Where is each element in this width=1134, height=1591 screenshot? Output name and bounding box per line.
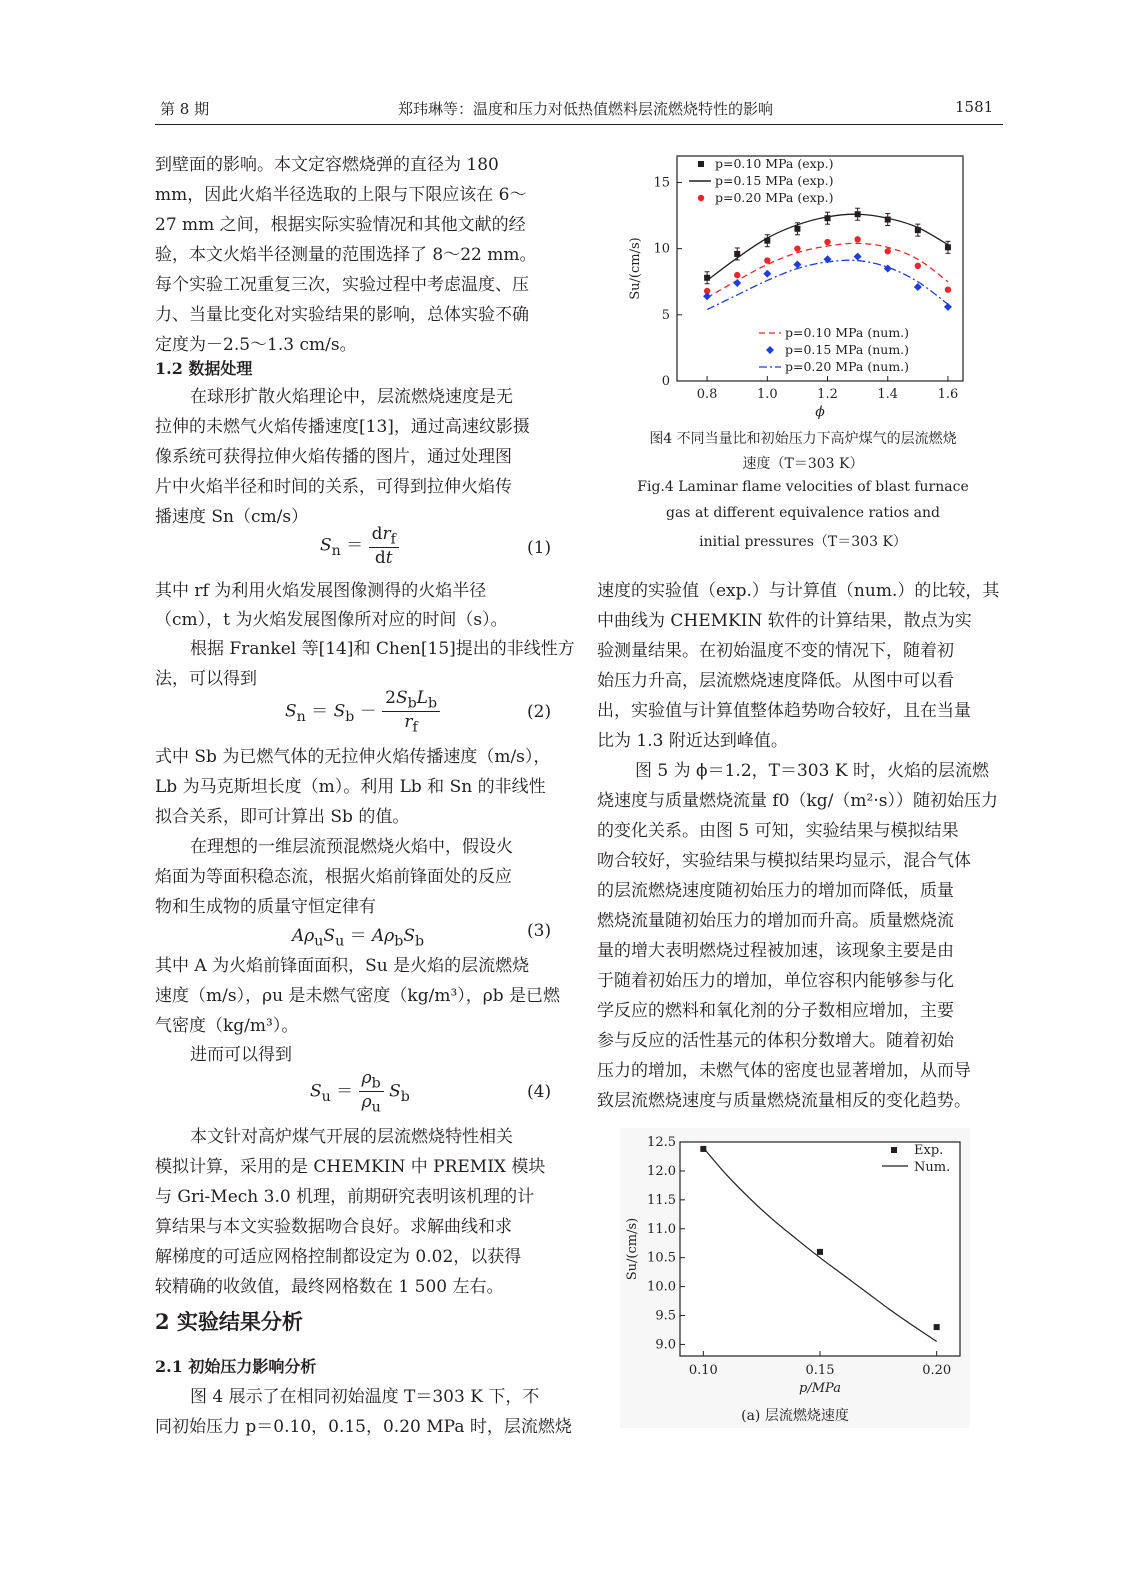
paragraph-line: 物和生成物的质量守恒定律有 (155, 897, 376, 917)
paragraph-line: 于随着初始压力的增加，单位容积内能够参与化 (597, 971, 954, 991)
equation-number: (3) (527, 921, 552, 941)
paragraph-line: 在理想的一维层流预混燃烧火焰中，假设火 (190, 837, 513, 857)
paragraph-line: 压力的增加，未燃气体的密度也显著增加，从而导 (597, 1061, 971, 1081)
paragraph-line: 吻合较好，实验结果与模拟结果均显示，混合气体 (597, 851, 971, 871)
y-tick-label: 5 (661, 307, 670, 323)
y-tick-label: 9.0 (655, 1337, 676, 1353)
figure-4-caption-en: Fig.4 Laminar flame velocities of blast furnace (637, 479, 969, 495)
legend-label: Num. (914, 1160, 951, 1175)
data-point (763, 270, 771, 278)
figure-4-chart (615, 148, 975, 423)
figure-4-caption-cn: 图4 不同当量比和初始压力下高炉煤气的层流燃烧 (649, 431, 957, 447)
paragraph-line: 图 5 为 ϕ＝1.2，T＝303 K 时，火焰的层流燃 (635, 761, 989, 781)
paragraph-line: 每个实验工况重复三次，实验过程中考虑温度、压 (155, 275, 529, 295)
paragraph-line: 验，本文火焰半径测量的范围选择了 8～22 mm。 (155, 245, 537, 265)
legend-label: p=0.15 MPa (exp.) (715, 173, 834, 188)
y-tick-label: 11.5 (647, 1192, 676, 1208)
paragraph-line: 其中 rf 为利用火焰发展图像测得的火焰半径 (155, 581, 487, 601)
section-heading: 2 实验结果分析 (155, 1309, 303, 1334)
legend-swatch (698, 161, 704, 167)
paragraph-line: 式中 Sb 为已燃气体的无拉伸火焰传播速度（m/s）， (155, 747, 551, 767)
x-tick-label: 0.20 (922, 1363, 952, 1378)
paragraph-line: 速度（m/s），ρu 是未燃气密度（kg/m³），ρb 是已燃 (155, 986, 561, 1006)
data-point (794, 245, 800, 251)
data-point (764, 257, 770, 263)
y-tick-label: 10.5 (647, 1250, 676, 1266)
equation-number: (1) (527, 538, 552, 558)
x-tick-label: 1.2 (817, 387, 838, 402)
paragraph-line: 拉伸的未燃气火焰传播速度[13]，通过高速纹影摄 (155, 417, 530, 437)
paragraph-line: 其中 A 为火焰前锋面面积，Su 是火焰的层流燃烧 (155, 956, 530, 976)
paragraph-line: 在球形扩散火焰理论中，层流燃烧速度是无 (190, 387, 513, 407)
equation-2: $S_n = S_b$ － $\frac{2S_bL_b}{r_f}$ (285, 688, 440, 736)
issue-number: 第 8 期 (160, 100, 210, 118)
header-rule (155, 124, 1003, 125)
x-tick-label: 1.0 (756, 387, 778, 402)
y-tick-label: 15 (653, 175, 670, 191)
legend-swatch (766, 346, 774, 354)
legend-label: Exp. (914, 1143, 944, 1158)
x-axis-label: ϕ (815, 404, 825, 420)
paragraph-line: 学反应的燃料和氧化剂的分子数相应增加，主要 (597, 1001, 954, 1021)
figure-4-caption-en: initial pressures（T＝303 K） (699, 534, 907, 550)
equation-number: (4) (527, 1082, 552, 1102)
data-point (915, 227, 921, 233)
data-point (885, 217, 891, 223)
data-point (854, 236, 860, 242)
legend-label: p=0.20 MPa (num.) (785, 359, 910, 374)
figure-4-caption-cn: 速度（T＝303 K） (742, 456, 864, 472)
equation-number: (2) (527, 702, 552, 722)
paragraph-line: 参与反应的活性基元的体积分数增大。随着初始 (597, 1031, 954, 1051)
data-point (704, 275, 710, 281)
paragraph-line: 根据 Frankel 等[14]和 Chen[15]提出的非线性方 (190, 639, 575, 659)
x-tick-label: 0.15 (805, 1363, 835, 1378)
paragraph-line: 算结果与本文实验数据吻合良好。求解曲线和求 (155, 1217, 512, 1237)
paragraph-line: 本文针对高炉煤气开展的层流燃烧特性相关 (190, 1127, 513, 1147)
paragraph-line: 焰面为等面积稳态流，根据火焰前锋面处的反应 (155, 867, 512, 887)
figure-4-caption-en: gas at different equivalence ratios and (666, 505, 940, 521)
data-point (734, 272, 740, 278)
data-point (733, 279, 741, 287)
y-tick-label: 12.5 (647, 1135, 676, 1150)
paragraph-line: 中曲线为 CHEMKIN 软件的计算结果，散点为实 (597, 611, 972, 631)
x-tick-label: 0.8 (696, 387, 718, 402)
paragraph-line: 图 4 展示了在相同初始温度 T＝303 K 下，不 (190, 1387, 540, 1407)
data-point (945, 244, 951, 250)
paragraph-line: 量的增大表明燃烧过程被加速，该现象主要是由 (597, 941, 954, 961)
data-point (700, 1146, 706, 1152)
data-point (825, 215, 831, 221)
paragraph-line: 像系统可获得拉伸火焰传播的图片，通过处理图 (155, 447, 512, 467)
paragraph-line: 始压力升高，层流燃烧速度降低。从图中可以看 (597, 671, 954, 691)
data-point (944, 303, 952, 311)
equation-1: $S_n$ ＝ $\frac{dr_f}{dt}$ (320, 524, 399, 568)
data-point (855, 211, 861, 217)
paragraph-line: 到壁面的影响。本文定容燃烧弹的直径为 180 (155, 155, 499, 175)
series-line (707, 243, 948, 297)
paragraph-line: （cm），t 为火焰发展图像所对应的时间（s）。 (155, 610, 508, 630)
paragraph-line: 定度为－2.5～1.3 cm/s。 (155, 335, 357, 355)
y-axis-label: Su/(cm/s) (628, 237, 643, 300)
data-point (934, 1324, 940, 1330)
paragraph-line: 播速度 Sn（cm/s） (155, 507, 309, 527)
data-point (945, 286, 951, 292)
paragraph-line: 的层流燃烧速度随初始压力的增加而降低，质量 (597, 881, 954, 901)
paragraph-line: 解梯度的可适应网格控制都设定为 0.02，以获得 (155, 1247, 522, 1267)
section-heading: 1.2 数据处理 (155, 359, 253, 378)
y-tick-label: 10.0 (647, 1279, 676, 1295)
paragraph-line: 的变化关系。由图 5 可知，实验结果与模拟结果 (597, 821, 959, 841)
paragraph-line: 气密度（kg/m³）。 (155, 1016, 299, 1036)
data-point (824, 239, 830, 245)
paragraph-line: 比为 1.3 附近达到峰值。 (597, 731, 788, 751)
paragraph-line: 拟合关系，即可计算出 Sb 的值。 (155, 807, 410, 827)
paragraph-line: 力、当量比变化对实验结果的影响，总体实验不确 (155, 305, 529, 325)
data-point (703, 292, 711, 300)
figure-5a-caption: (a) 层流燃烧速度 (741, 1408, 849, 1424)
running-title: 郑玮琳等：温度和压力对低热值燃料层流燃烧特性的影响 (398, 100, 774, 118)
paragraph-line: 速度的实验值（exp.）与计算值（num.）的比较，其 (597, 581, 1000, 601)
paragraph-line: 验测量结果。在初始温度不变的情况下，随着初 (597, 641, 954, 661)
data-point (817, 1249, 823, 1255)
legend-label: p=0.15 MPa (num.) (785, 342, 910, 357)
paragraph-line: 烧速度与质量燃烧流量 f0（kg/（m²·s））随初始压力 (597, 791, 998, 811)
data-point (885, 248, 891, 254)
paragraph-line: mm，因此火焰半径选取的上限与下限应该在 6～ (155, 185, 527, 205)
legend-label: p=0.20 MPa (exp.) (715, 190, 834, 205)
paragraph-line: 与 Gri-Mech 3.0 机理，前期研究表明该机理的计 (155, 1187, 535, 1207)
subsection-heading: 2.1 初始压力影响分析 (155, 1357, 317, 1376)
y-tick-label: 11.0 (647, 1221, 676, 1237)
paragraph-line: 片中火焰半径和时间的关系，可得到拉伸火焰传 (155, 477, 512, 497)
legend-label: p=0.10 MPa (num.) (785, 325, 910, 340)
legend-swatch (891, 1147, 897, 1153)
y-axis-label: Su/(cm/s) (625, 1217, 640, 1281)
paragraph-line: 同初始压力 p＝0.10，0.15，0.20 MPa 时，层流燃烧 (155, 1417, 572, 1437)
y-tick-label: 0 (661, 374, 670, 389)
paragraph-line: Lb 为马克斯坦长度（m）。利用 Lb 和 Sn 的非线性 (155, 777, 546, 797)
paragraph-line: 燃烧流量随初始压力的增加而升高。质量燃烧流 (597, 911, 954, 931)
data-point (915, 263, 921, 269)
figure-5a-chart (620, 1128, 970, 1428)
paragraph-line: 法，可以得到 (155, 669, 257, 689)
paragraph-line: 模拟计算，采用的是 CHEMKIN 中 PREMIX 模块 (155, 1157, 546, 1177)
page-number: 1581 (955, 98, 994, 116)
data-point (734, 251, 740, 257)
equation-3: $A\rho_uS_u = A\rho_bS_b$ (292, 926, 425, 950)
legend-swatch (698, 195, 704, 201)
x-tick-label: 1.4 (877, 387, 899, 402)
y-tick-label: 12.0 (647, 1163, 676, 1179)
paragraph-line: 进而可以得到 (190, 1045, 292, 1065)
x-tick-label: 1.6 (937, 387, 959, 402)
paragraph-line: 较精确的收敛值，最终网格数在 1 500 左右。 (155, 1277, 504, 1297)
legend-label: p=0.10 MPa (exp.) (715, 156, 834, 171)
paragraph-line: 出，实验值与计算值整体趋势吻合较好，且在当量 (597, 701, 971, 721)
y-tick-label: 9.5 (655, 1308, 676, 1324)
series-line (707, 260, 948, 309)
data-point (794, 226, 800, 232)
x-axis-label: p/MPa (799, 1381, 841, 1396)
equation-4: $S_u$ ＝ $\frac{\rho_b}{\rho_u}$ $S_b$ (310, 1068, 410, 1116)
y-tick-label: 10 (653, 241, 670, 257)
x-tick-label: 0.10 (688, 1363, 718, 1378)
paragraph-line: 致层流燃烧速度与质量燃烧流量相反的变化趋势。 (597, 1091, 971, 1111)
data-point (764, 238, 770, 244)
paragraph-line: 27 mm 之间，根据实际实验情况和其他文献的经 (155, 215, 526, 235)
data-point (854, 253, 862, 261)
